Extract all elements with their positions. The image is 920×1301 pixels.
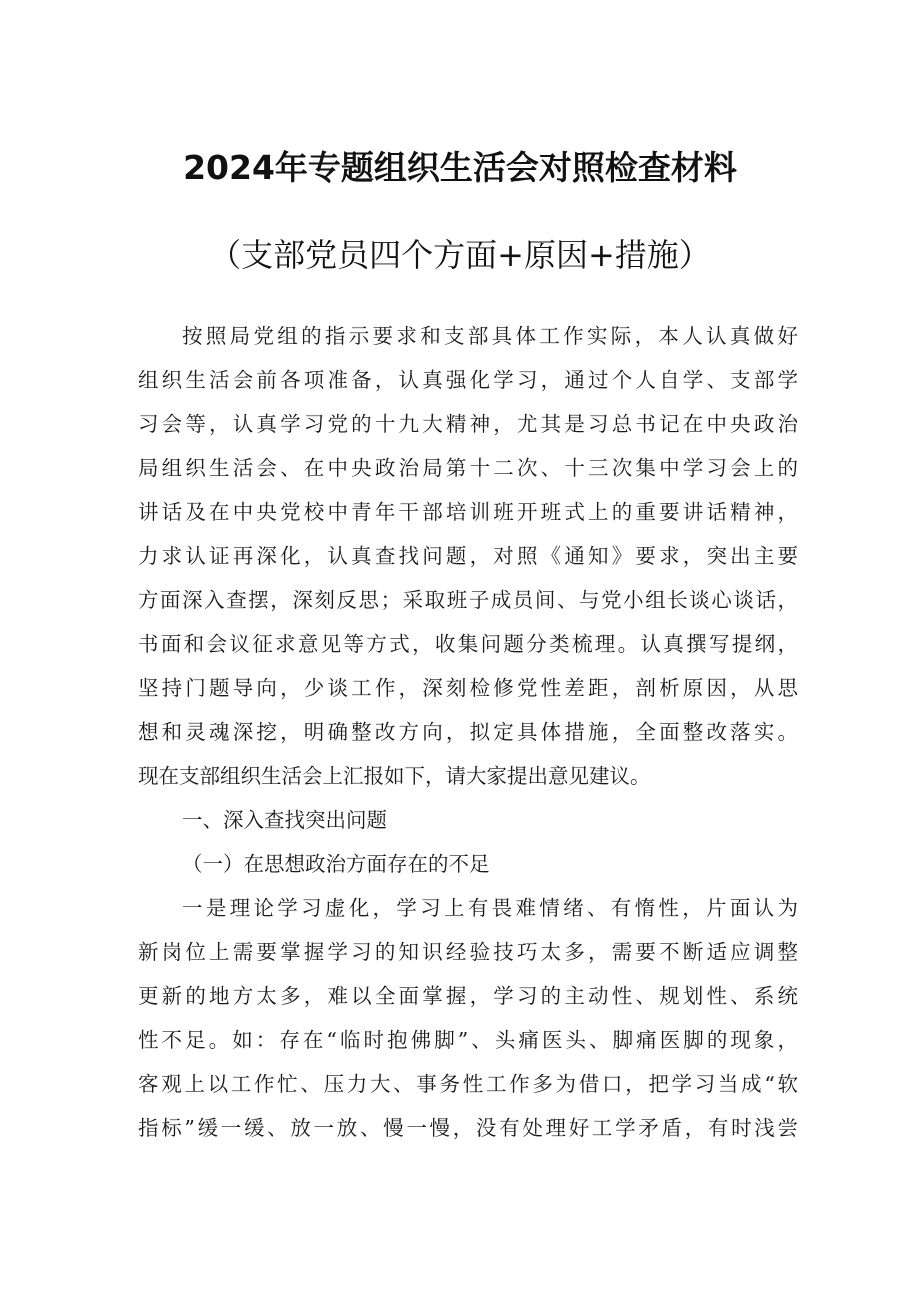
body-line: 坚持门题导向，少谈工作，深刻检修党性差距，剖析原因，从思: [138, 676, 798, 700]
body-line: （一）在思想政治方面存在的不足: [182, 852, 490, 876]
body-line: 一、深入查找突出问题: [182, 808, 387, 832]
document-title: 2024年专题组织生活会对照检查材料: [183, 148, 737, 187]
body-line: 想和灵魂深挖，明确整改方向，拟定具体措施，全面整改落实。: [138, 720, 798, 744]
body-line: 现在支部组织生活会上汇报如下，请大家提出意见建议。: [138, 764, 651, 788]
body-line: 讲话及在中央党校中青年干部培训班开班式上的重要讲话精神，: [138, 500, 798, 524]
body-line: 按照局党组的指示要求和支部具体工作实际，本人认真做好: [182, 324, 798, 348]
document-subtitle: （支部党员四个方面+原因+措施）: [209, 236, 711, 274]
body-line: 性不足。如：存在“临时抱佛脚”、头痛医头、脚痛医脚的现象，: [138, 1028, 798, 1052]
body-line: 力求认证再深化，认真查找问题，对照《通知》要求，突出主要: [138, 544, 798, 568]
body-line: 客观上以工作忙、压力大、事务性工作多为借口，把学习当成“软: [138, 1072, 798, 1096]
body-line: 书面和会议征求意见等方式，收集问题分类梳理。认真撰写提纲，: [138, 632, 798, 656]
body-line: 新岗位上需要掌握学习的知识经验技巧太多，需要不断适应调整: [138, 940, 798, 964]
body-line: 组织生活会前各项准备，认真强化学习，通过个人自学、支部学: [138, 368, 798, 392]
body-line: 一是理论学习虚化，学习上有畏难情绪、有惰性，片面认为: [182, 896, 798, 920]
body-line: 方面深入查摆，深刻反思；采取班子成员间、与党小组长谈心谈话，: [138, 588, 798, 612]
body-line: 指标”缓一缓、放一放、慢一慢，没有处理好工学矛盾，有时浅尝: [138, 1116, 798, 1140]
body-line: 局组织生活会、在中央政治局第十二次、十三次集中学习会上的: [138, 456, 798, 480]
body-line: 习会等，认真学习党的十九大精神，尤其是习总书记在中央政治: [138, 412, 798, 436]
body-line: 更新的地方太多，难以全面掌握，学习的主动性、规划性、系统: [138, 984, 798, 1008]
